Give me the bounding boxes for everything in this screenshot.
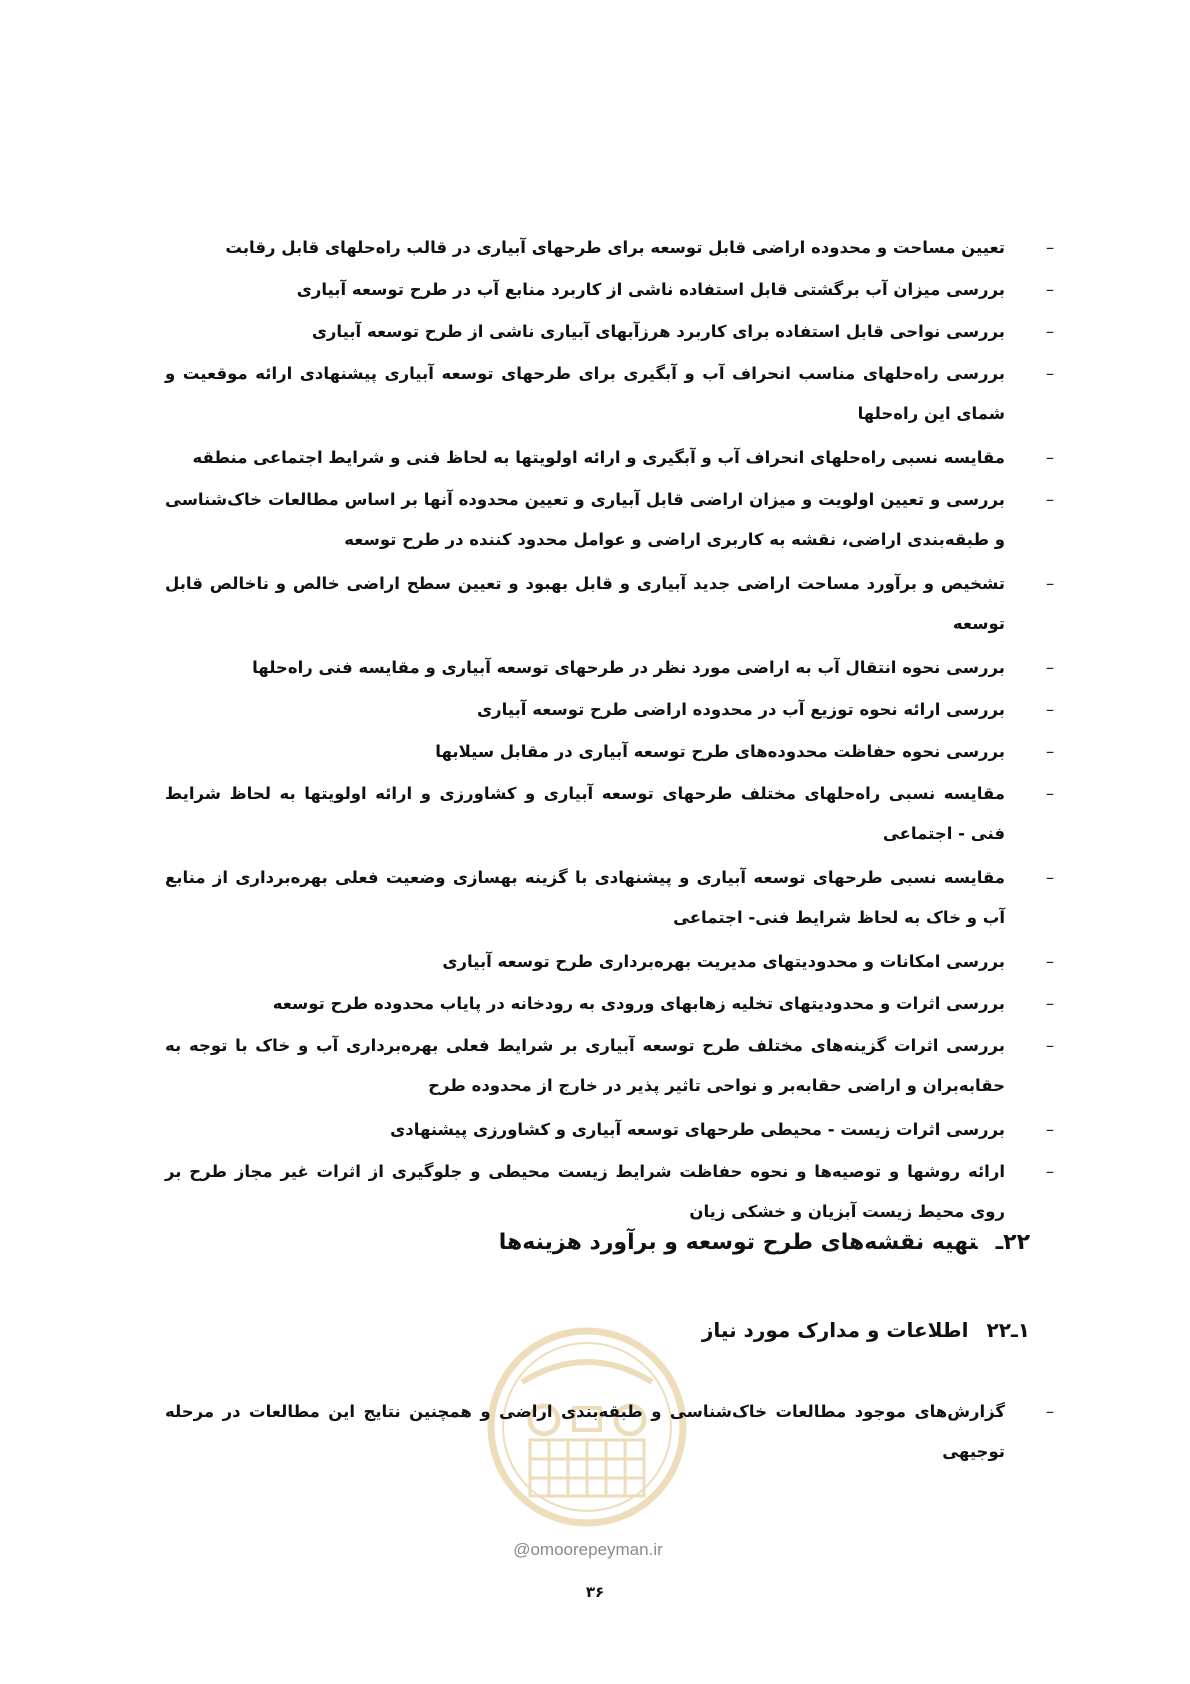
section-number: ۲۲ـ: [995, 1230, 1030, 1255]
bullet-text: بررسی و تعیین اولویت و میزان اراضی قابل آبیاری و تعیین محدوده آنها بر اساس مطالعات خاک‌شناسی و طبقه‌بندی اراضی، نقشه به کاربری اراضی و عوامل محدود کننده در طرح توسعه: [165, 490, 1005, 549]
bullet-item: [165, 858, 1055, 938]
bullet-item: [165, 438, 1055, 478]
bullet-text: بررسی نواحی قابل استفاده برای کاربرد هرزآبهای آبیاری ناشی از طرح توسعه آبیاری: [311, 322, 1005, 341]
bullet-text: بررسی راه‌حلهای مناسب انحراف آب و آبگیری برای طرحهای توسعه آبیاری پیشنهادی ارائه موقعیت و شمای این راه‌حلها: [165, 364, 1005, 423]
subsection-number: ۱ـ۲۲: [986, 1318, 1030, 1342]
bullet-dash: –: [1045, 994, 1055, 1013]
bullet-text: بررسی ارائه نحوه توزیع آب در محدوده اراضی طرح توسعه آبیاری: [477, 700, 1005, 719]
bullet-dash: –: [1045, 1162, 1055, 1181]
bullet-text: بررسی اثرات گزینه‌های مختلف طرح توسعه آبیاری بر شرایط فعلی بهره‌برداری آب و خاک با توجه به حقابه‌بران و اراضی حقابه‌بر و نواحی تاثیر پذیر در خارج از محدوده طرح: [165, 1036, 1005, 1095]
bullet-text: مقایسه نسبی طرحهای توسعه آبیاری و پیشنهادی با گزینه بهسازی وضعیت فعلی بهره‌برداری از منابع آب و خاک به لحاظ شرایط فنی- اجتماعی: [165, 868, 1005, 927]
bullet-dash: –: [1045, 322, 1055, 341]
bullet-item: [165, 564, 1055, 644]
bullet-item: [165, 984, 1055, 1024]
bullet-item: [165, 1026, 1055, 1106]
bullet-dash: –: [1045, 280, 1055, 299]
bullet-text: مقایسه نسبی راه‌حلهای مختلف طرحهای توسعه آبیاری و کشاورزی و ارائه اولویتها به لحاظ شرایط فنی - اجتماعی: [165, 784, 1005, 843]
bullet-item: [165, 942, 1055, 982]
watermark-site-text: @omoorepeyman.ir: [513, 1540, 663, 1559]
bullet-dash: –: [1045, 1036, 1055, 1055]
bullet-item: [165, 774, 1055, 854]
bullet-item: [165, 732, 1055, 772]
bullet-item: [165, 228, 1055, 268]
bullet-dash: –: [1045, 1402, 1055, 1421]
section-title: تهیه نقشه‌های طرح توسعه و برآورد هزینه‌ها: [498, 1230, 978, 1255]
bullet-dash: –: [1045, 700, 1055, 719]
bullet-item: [165, 1110, 1055, 1150]
bullet-dash: –: [1045, 784, 1055, 803]
bullet-item: [165, 690, 1055, 730]
bullet-dash: –: [1045, 238, 1055, 257]
bullet-item: [165, 312, 1055, 352]
bullet-dash: –: [1045, 868, 1055, 887]
bullet-item: [165, 648, 1055, 688]
bullet-text: بررسی اثرات زیست - محیطی طرحهای توسعه آبیاری و کشاورزی پیشنهادی: [390, 1120, 1005, 1139]
bullet-item: [165, 270, 1055, 310]
page-number: ۳۶: [585, 1583, 605, 1601]
bullet-text: ارائه روشها و توصیه‌ها و نحوه حفاظت شرایط زیست محیطی و جلوگیری از اثرات غیر مجاز طرح بر روی محیط زیست آبزیان و خشکی زیان: [165, 1162, 1005, 1221]
bullet-dash: –: [1045, 742, 1055, 761]
bullet-dash: –: [1045, 658, 1055, 677]
subsection-heading: [702, 1318, 1030, 1342]
bullet-text: بررسی نحوه انتقال آب به اراضی مورد نظر در طرحهای توسعه آبیاری و مقایسه فنی راه‌حلها: [252, 658, 1005, 677]
section-heading: [499, 1230, 1030, 1255]
bullet-item: [165, 1392, 1055, 1472]
bullet-dash: –: [1045, 490, 1055, 509]
bullet-item: [165, 354, 1055, 434]
bullet-text: مقایسه نسبی راه‌حلهای انحراف آب و آبگیری و ارائه اولویتها به لحاظ فنی و شرایط اجتماعی منطقه: [192, 448, 1005, 467]
bullet-dash: –: [1045, 448, 1055, 467]
bullet-text: بررسی نحوه حفاظت محدوده‌های طرح توسعه آبیاری در مقابل سیلابها: [435, 742, 1005, 761]
bullet-text: بررسی اثرات و محدودیتهای تخلیه زهابهای ورودی به رودخانه در پایاب محدوده طرح توسعه: [272, 994, 1005, 1013]
bullet-text: گزارش‌های موجود مطالعات خاک‌شناسی و طبقه‌بندی اراضی و همچنین نتایج این مطالعات در مرحله توجیهی: [165, 1402, 1005, 1461]
bullet-dash: –: [1045, 952, 1055, 971]
bullet-dash: –: [1045, 364, 1055, 383]
bullet-text: بررسی امکانات و محدودیتهای مدیریت بهره‌برداری طرح توسعه آبیاری: [442, 952, 1005, 971]
bullet-text: تشخیص و برآورد مساحت اراضی جدید آبیاری و قابل بهبود و تعیین سطح اراضی خالص و ناخالص قابل توسعه: [165, 574, 1005, 633]
subsection-title: اطلاعات و مدارک مورد نیاز: [701, 1318, 969, 1342]
bullet-dash: –: [1045, 574, 1055, 593]
bullet-item: [165, 480, 1055, 560]
bullet-dash: –: [1045, 1120, 1055, 1139]
bullet-text: تعیین مساحت و محدوده اراضی قابل توسعه برای طرحهای آبیاری در قالب راه‌حلهای قابل رقابت: [225, 238, 1005, 257]
bullet-text: بررسی میزان آب برگشتی قابل استفاده ناشی از کاربرد منابع آب در طرح توسعه آبیاری: [296, 280, 1005, 299]
bullet-item: [165, 1152, 1055, 1232]
